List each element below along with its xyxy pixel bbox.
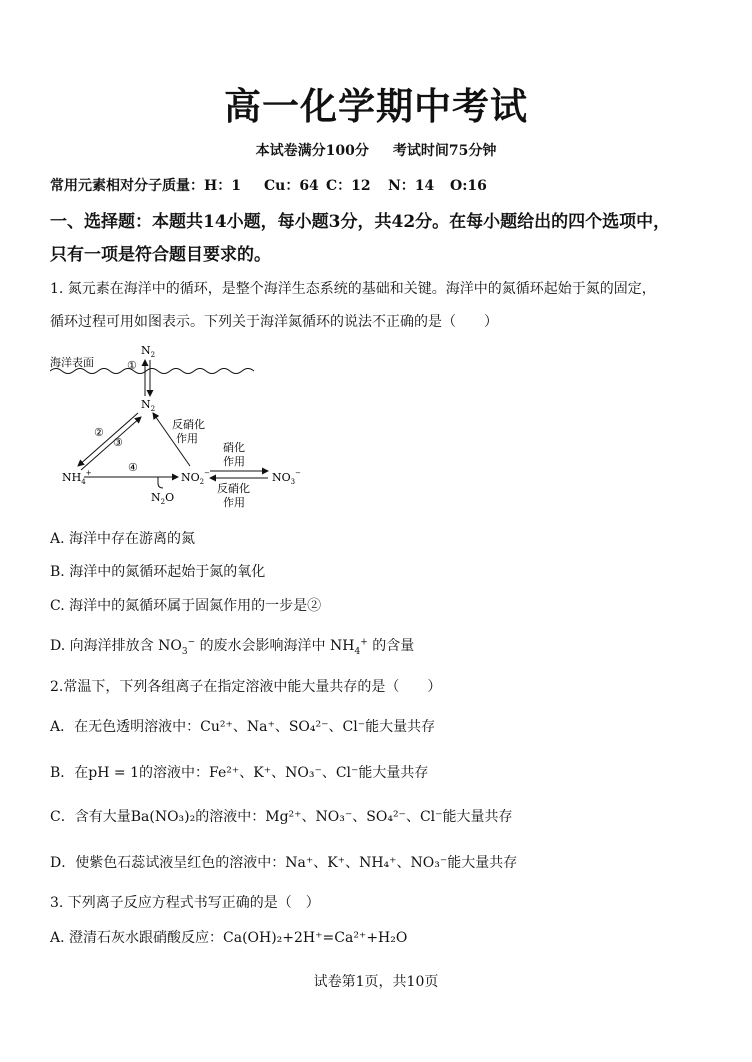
q2-d-ions: Na⁺、K⁺、NH₄⁺、NO₃⁻	[285, 855, 448, 871]
atomic-masses-label: 常用元素相对分子质量：	[50, 178, 204, 194]
section-heading-line2: 只有一项是符合题目要求的。	[50, 245, 271, 265]
mass-h: H：1	[204, 178, 241, 194]
q2-c-condition: Ba(NO₃)₂	[130, 809, 196, 825]
full-score: 本试卷满分100分	[255, 143, 369, 159]
q1-option-b: B. 海洋中的氮循环起始于氮的氧化	[50, 564, 266, 580]
q1-option-d	[50, 635, 414, 657]
step-4-label: ④	[128, 461, 138, 474]
sea-surface-label: 海洋表面	[50, 356, 94, 369]
denit-2-label-a: 反硝化	[217, 482, 250, 495]
n2-dissolved-label: $N_2$	[141, 398, 156, 413]
mass-cu: Cu：64	[264, 178, 319, 194]
atomic-masses	[50, 175, 487, 195]
q2-a-ions: Cu²⁺、Na⁺、SO₄²⁻、Cl⁻	[200, 719, 366, 735]
page-footer: 试卷第1页，共10页	[313, 974, 439, 990]
q2-c-ions: Mg²⁺、NO₃⁻、SO₄²⁻、Cl⁻	[265, 809, 443, 825]
q1-option-d-pre: D. 向海洋排放含	[50, 638, 154, 654]
nitrogen-cycle-diagram	[50, 340, 310, 510]
q1-option-d-nh4: $NH_4^+$	[330, 637, 368, 657]
step-2-label: ②	[94, 426, 104, 439]
no2-label: $NO_2^-$	[181, 469, 210, 486]
q1-option-d-mid: 的废水会影响海洋中	[199, 638, 326, 654]
step-3-label: ③	[113, 436, 123, 449]
denit-2-label-b: 作用	[223, 496, 245, 509]
step-1-label: ①	[127, 359, 137, 372]
q1-option-a: A. 海洋中存在游离的氮	[50, 531, 196, 547]
sea-surface-line	[50, 369, 254, 374]
mass-n: N：14	[388, 178, 435, 194]
q2-option-b: B．在pH = 1的溶液中：Fe²⁺、K⁺、NO₃⁻、Cl⁻能大量共存	[50, 765, 429, 781]
n2-atmosphere-label: $N_2$	[141, 344, 156, 359]
q1-option-c: C. 海洋中的氮循环属于固氮作用的一步是②	[50, 598, 322, 614]
q1-stem-line2: 循环过程可用如图表示。下列关于海洋氮循环的说法不正确的是（ ）	[50, 314, 498, 330]
q1-option-d-no3: $NO_3^-$	[158, 637, 196, 657]
nh4-label: $NH_4^+$	[62, 469, 92, 486]
nit-label-b: 作用	[223, 455, 245, 468]
denit-1-label-b: 作用	[176, 432, 198, 445]
exam-time: 考试时间75分钟	[392, 143, 497, 159]
exam-info	[0, 140, 752, 160]
q2-option-c: C．含有大量Ba(NO₃)₂的溶液中：Mg²⁺、NO₃⁻、SO₄²⁻、Cl⁻能大量共存	[50, 809, 513, 825]
mass-c: C：12	[326, 178, 371, 194]
n2o-label: $N_2O$	[151, 491, 175, 506]
page-title: 高一化学期中考试	[224, 84, 528, 128]
q2-option-d: D．使紫色石蕊试液呈红色的溶液中：Na⁺、K⁺、NH₄⁺、NO₃⁻能大量共存	[50, 855, 518, 871]
mass-o: O:16	[450, 178, 487, 194]
q1-option-d-post: 的含量	[372, 638, 415, 654]
nit-label-a: 硝化	[223, 441, 245, 454]
q2-b-condition: pH = 1	[88, 765, 140, 781]
arrow-to-n2o	[158, 477, 163, 488]
q3-option-a: A. 澄清石灰水跟硝酸反应：Ca(OH)₂+2H⁺=Ca²⁺+H₂O	[50, 930, 408, 946]
no3-label: $NO_3^-$	[272, 469, 301, 486]
q2-option-a: A．在无色透明溶液中：Cu²⁺、Na⁺、SO₄²⁻、Cl⁻能大量共存	[50, 719, 436, 735]
q2-stem: 2.常温下，下列各组离子在指定溶液中能大量共存的是（ ）	[50, 679, 442, 695]
denit-1-label-a: 反硝化	[172, 418, 205, 431]
arrow-n2-to-nh4	[78, 413, 138, 466]
section-heading-line1: 一、选择题：本题共14小题，每小题3分，共42分。在每小题给出的四个选项中，	[50, 212, 671, 232]
q2-b-ions: Fe²⁺、K⁺、NO₃⁻、Cl⁻	[209, 765, 359, 781]
q1-stem-line1: 1. 氮元素在海洋中的循环，是整个海洋生态系统的基础和关键。海洋中的氮循环起始于氮的固定，	[50, 281, 656, 297]
q3-stem: 3. 下列离子反应方程式书写正确的是（ ）	[50, 895, 320, 911]
